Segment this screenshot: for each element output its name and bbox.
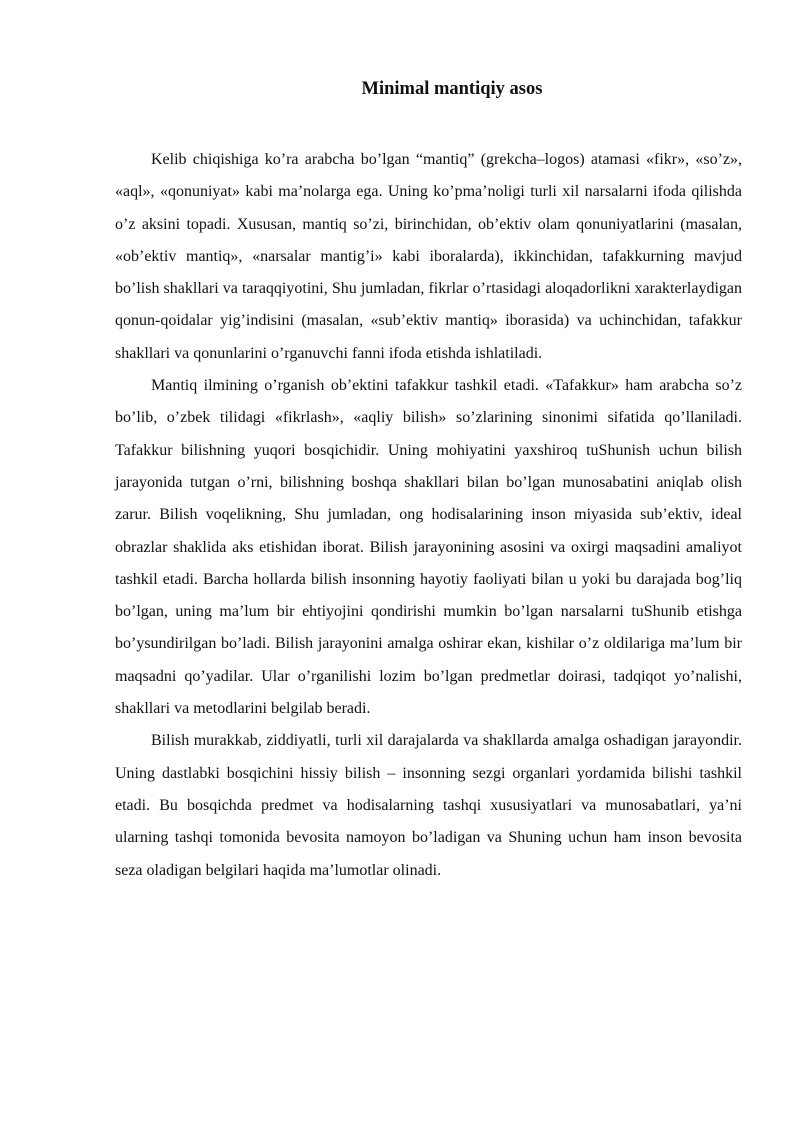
page-title: Minimal mantiqiy asos [361,79,543,99]
paragraph-3: Bilish murakkab, ziddiyatli, turli xil darajalarda va shakllarda amalga oshadigan jarayondir. Uning dastlabki bosqichini hissiy bilish – insonning sezgi organlari yordamida bilishi tashkil etadi. Bu bosqichda predmet va hodisalarning tashqi xususiyatlari va munosabatlari, ya’ni ularning tashqi tomonida bevosita namoyon bo’ladigan va Shuning uchun ham inson bevosita seza oladigan belgilari haqida ma’lumotlar olinadi. [115,732,742,879]
paragraph-2: Mantiq ilmining o’rganish ob’ektini tafakkur tashkil etadi. «Tafakkur» ham arabcha so’z bo’lib, o’zbek tilidagi «fikrlash», «aqliy bilish» so’zlarining sinonimi sifatida qo’llaniladi. Tafakkur bilishning yuqori bosqichidir. Uning mohiyatini yaxshiroq tuShunish uchun bilish jarayonida tutgan o’rni, bilishning boshqa shakllari bilan bo’lgan munosabatini aniqlab olish zarur. Bilish voqelikning, Shu jumladan, ong hodisalarining inson miyasida sub’ektiv, ideal obrazlar shaklida aks etishidan iborat. Bilish jarayonining asosini va oxirgi maqsadini amaliyot tashkil etadi. Barcha hollarda bilish insonning hayotiy faoliyati bilan u yoki bu darajada bog’liq bo’lgan, uning ma’lum bir ehtiyojini qondirishi mumkin bo’lgan narsalarni tuShunib etishga bo’ysundirilgan bo’ladi. Bilish jarayonini amalga oshirar ekan, kishilar o’z oldilariga ma’lum bir maqsadni qo’yadilar. Ular o’rganilishi lozim bo’lgan predmetlar doirasi, tadqiqot yo’nalishi, shakllari va metodlarini belgilab beradi. [115,377,742,718]
paragraph-1: Kelib chiqishiga ko’ra arabcha bo’lgan “mantiq” (grekcha–logos) atamasi «fikr», «so’z», «aql», «qonuniyat» kabi ma’nolarga ega. Uning ko’pma’noligi turli xil narsalarni ifoda qilishda o’z aksini topadi. Xususan, mantiq so’zi, birinchidan, ob’ektiv olam qonuniyatlarini (masalan, «ob’ektiv mantiq», «narsalar mantig’i» kabi iboralarda), ikkinchidan, tafakkurning mavjud bo’lish shakllari va taraqqiyotini, Shu jumladan, fikrlar o’rtasidagi aloqadorlikni xarakterlaydigan qonun-qoidalar yig’indisini (masalan, «sub’ektiv mantiq» iborasida) va uchinchidan, tafakkur shakllari va qonunlarini o’rganuvchi fanni ifoda etishda ishlatiladi. [115,151,742,362]
document-page [115,76,742,887]
